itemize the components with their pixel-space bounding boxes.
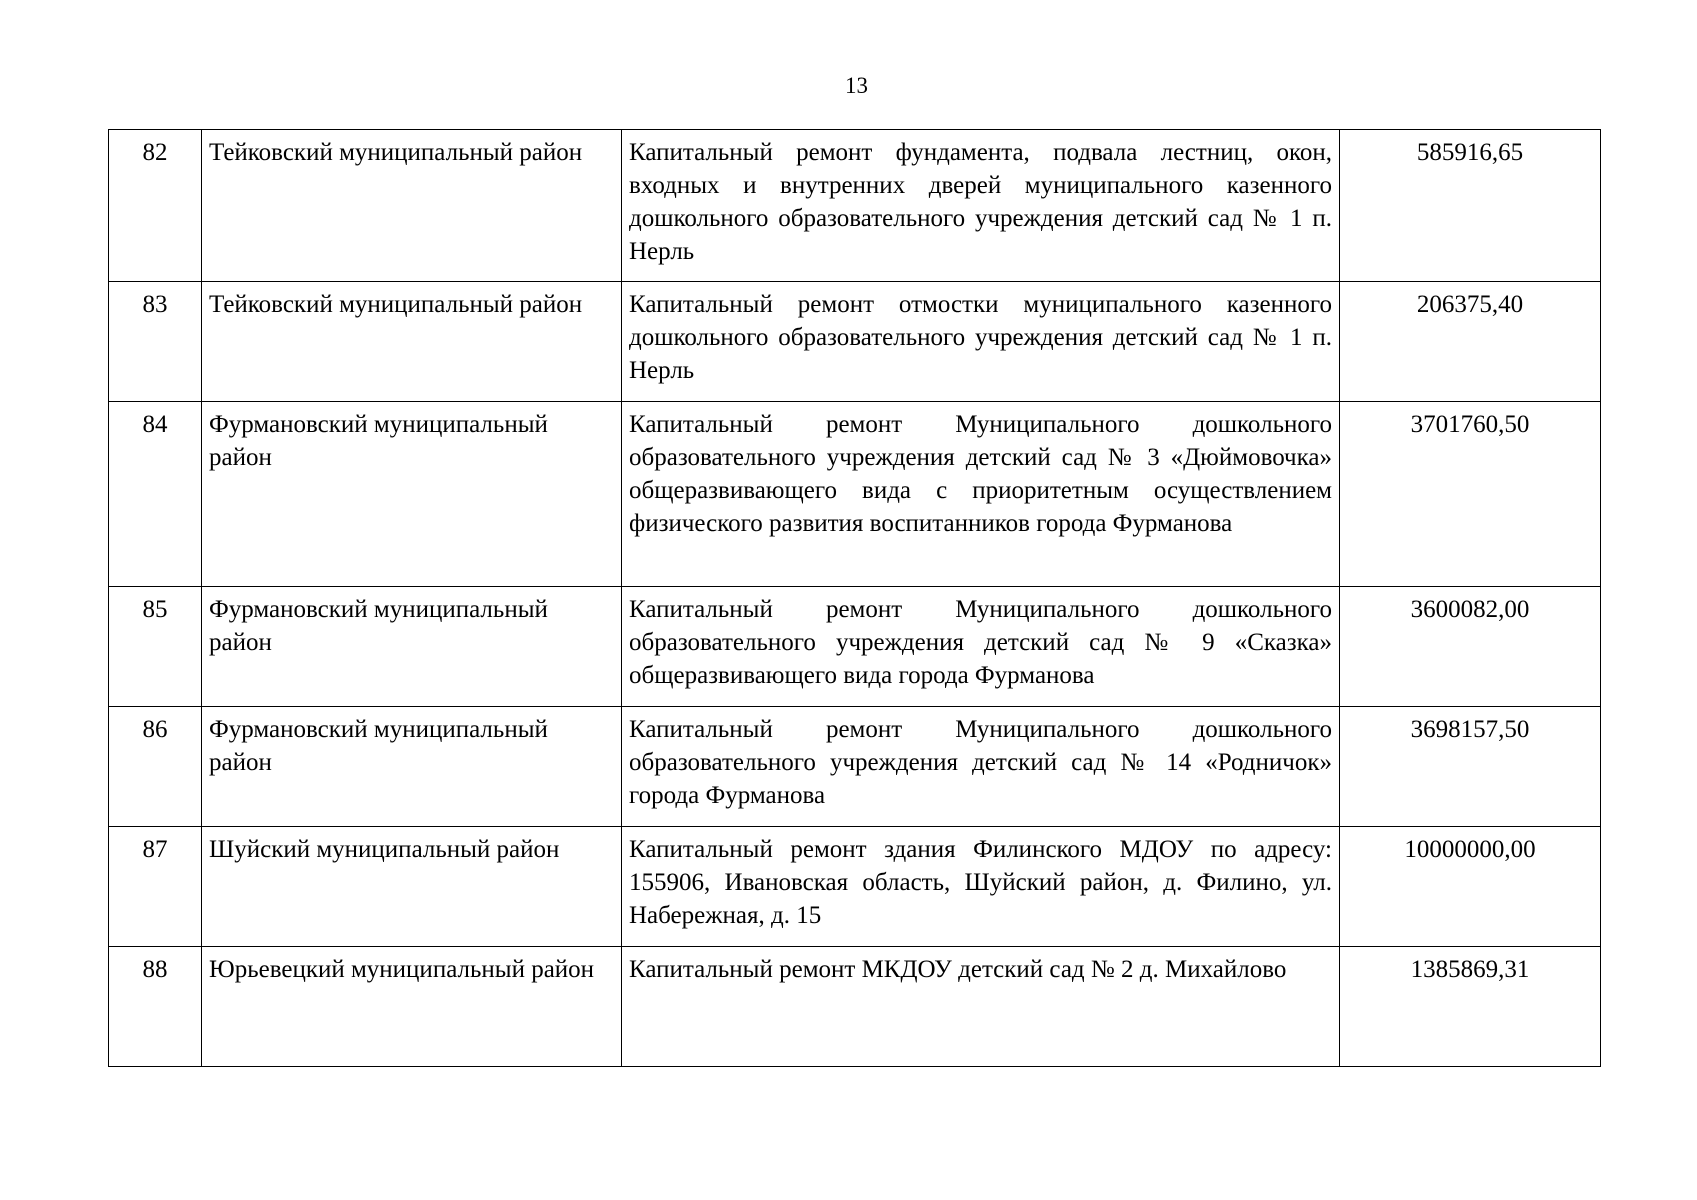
amount: 10000000,00 <box>1340 827 1601 947</box>
district-name: Фурмановский муниципальный район <box>202 707 622 827</box>
table-row <box>109 707 1601 827</box>
district-name: Тейковский муниципальный район <box>202 130 622 282</box>
table-row <box>109 282 1601 402</box>
work-description: Капитальный ремонт МКДОУ детский сад № 2 д. Михайлово <box>622 947 1340 1067</box>
page-number: 13 <box>845 73 868 98</box>
district-name: Тейковский муниципальный район <box>202 282 622 402</box>
row-number: 85 <box>109 587 202 707</box>
table-row <box>109 402 1601 587</box>
amount: 585916,65 <box>1340 130 1601 282</box>
table-row <box>109 130 1601 282</box>
row-number: 87 <box>109 827 202 947</box>
table-row <box>109 587 1601 707</box>
row-number: 88 <box>109 947 202 1067</box>
district-name: Шуйский муниципальный район <box>202 827 622 947</box>
work-description: Капитальный ремонт отмостки муниципального казенного дошкольного образовательного учреждения детский сад № 1 п. Нерль <box>622 282 1340 402</box>
table-row <box>109 947 1601 1067</box>
district-name: Юрьевецкий муниципальный район <box>202 947 622 1067</box>
district-name: Фурмановский муниципальный район <box>202 587 622 707</box>
amount: 1385869,31 <box>1340 947 1601 1067</box>
work-description: Капитальный ремонт здания Филинского МДОУ по адресу: 155906, Ивановская область, Шуйский район, д. Филино, ул. Набережная, д. 15 <box>622 827 1340 947</box>
work-description: Капитальный ремонт Муниципального дошкольного образовательного учреждения детский сад № 9 «Сказка» общеразвивающего вида города Фурманова <box>622 587 1340 707</box>
amount: 3698157,50 <box>1340 707 1601 827</box>
table-row <box>109 827 1601 947</box>
amount: 3701760,50 <box>1340 402 1601 587</box>
work-description: Капитальный ремонт Муниципального дошкольного образовательного учреждения детский сад № 3 «Дюймовочка» общеразвивающего вида с приоритетным осуществлением физического развития воспитанников города Фурманова <box>622 402 1340 587</box>
district-name: Фурмановский муниципальный район <box>202 402 622 587</box>
row-number: 86 <box>109 707 202 827</box>
amount: 3600082,00 <box>1340 587 1601 707</box>
row-number: 82 <box>109 130 202 282</box>
funding-table <box>108 129 1601 1067</box>
row-number: 83 <box>109 282 202 402</box>
work-description: Капитальный ремонт фундамента, подвала лестниц, окон, входных и внутренних дверей муниципального казенного дошкольного образовательного учреждения детский сад № 1 п. Нерль <box>622 130 1340 282</box>
amount: 206375,40 <box>1340 282 1601 402</box>
work-description: Капитальный ремонт Муниципального дошкольного образовательного учреждения детский сад № 14 «Родничок» города Фурманова <box>622 707 1340 827</box>
row-number: 84 <box>109 402 202 587</box>
